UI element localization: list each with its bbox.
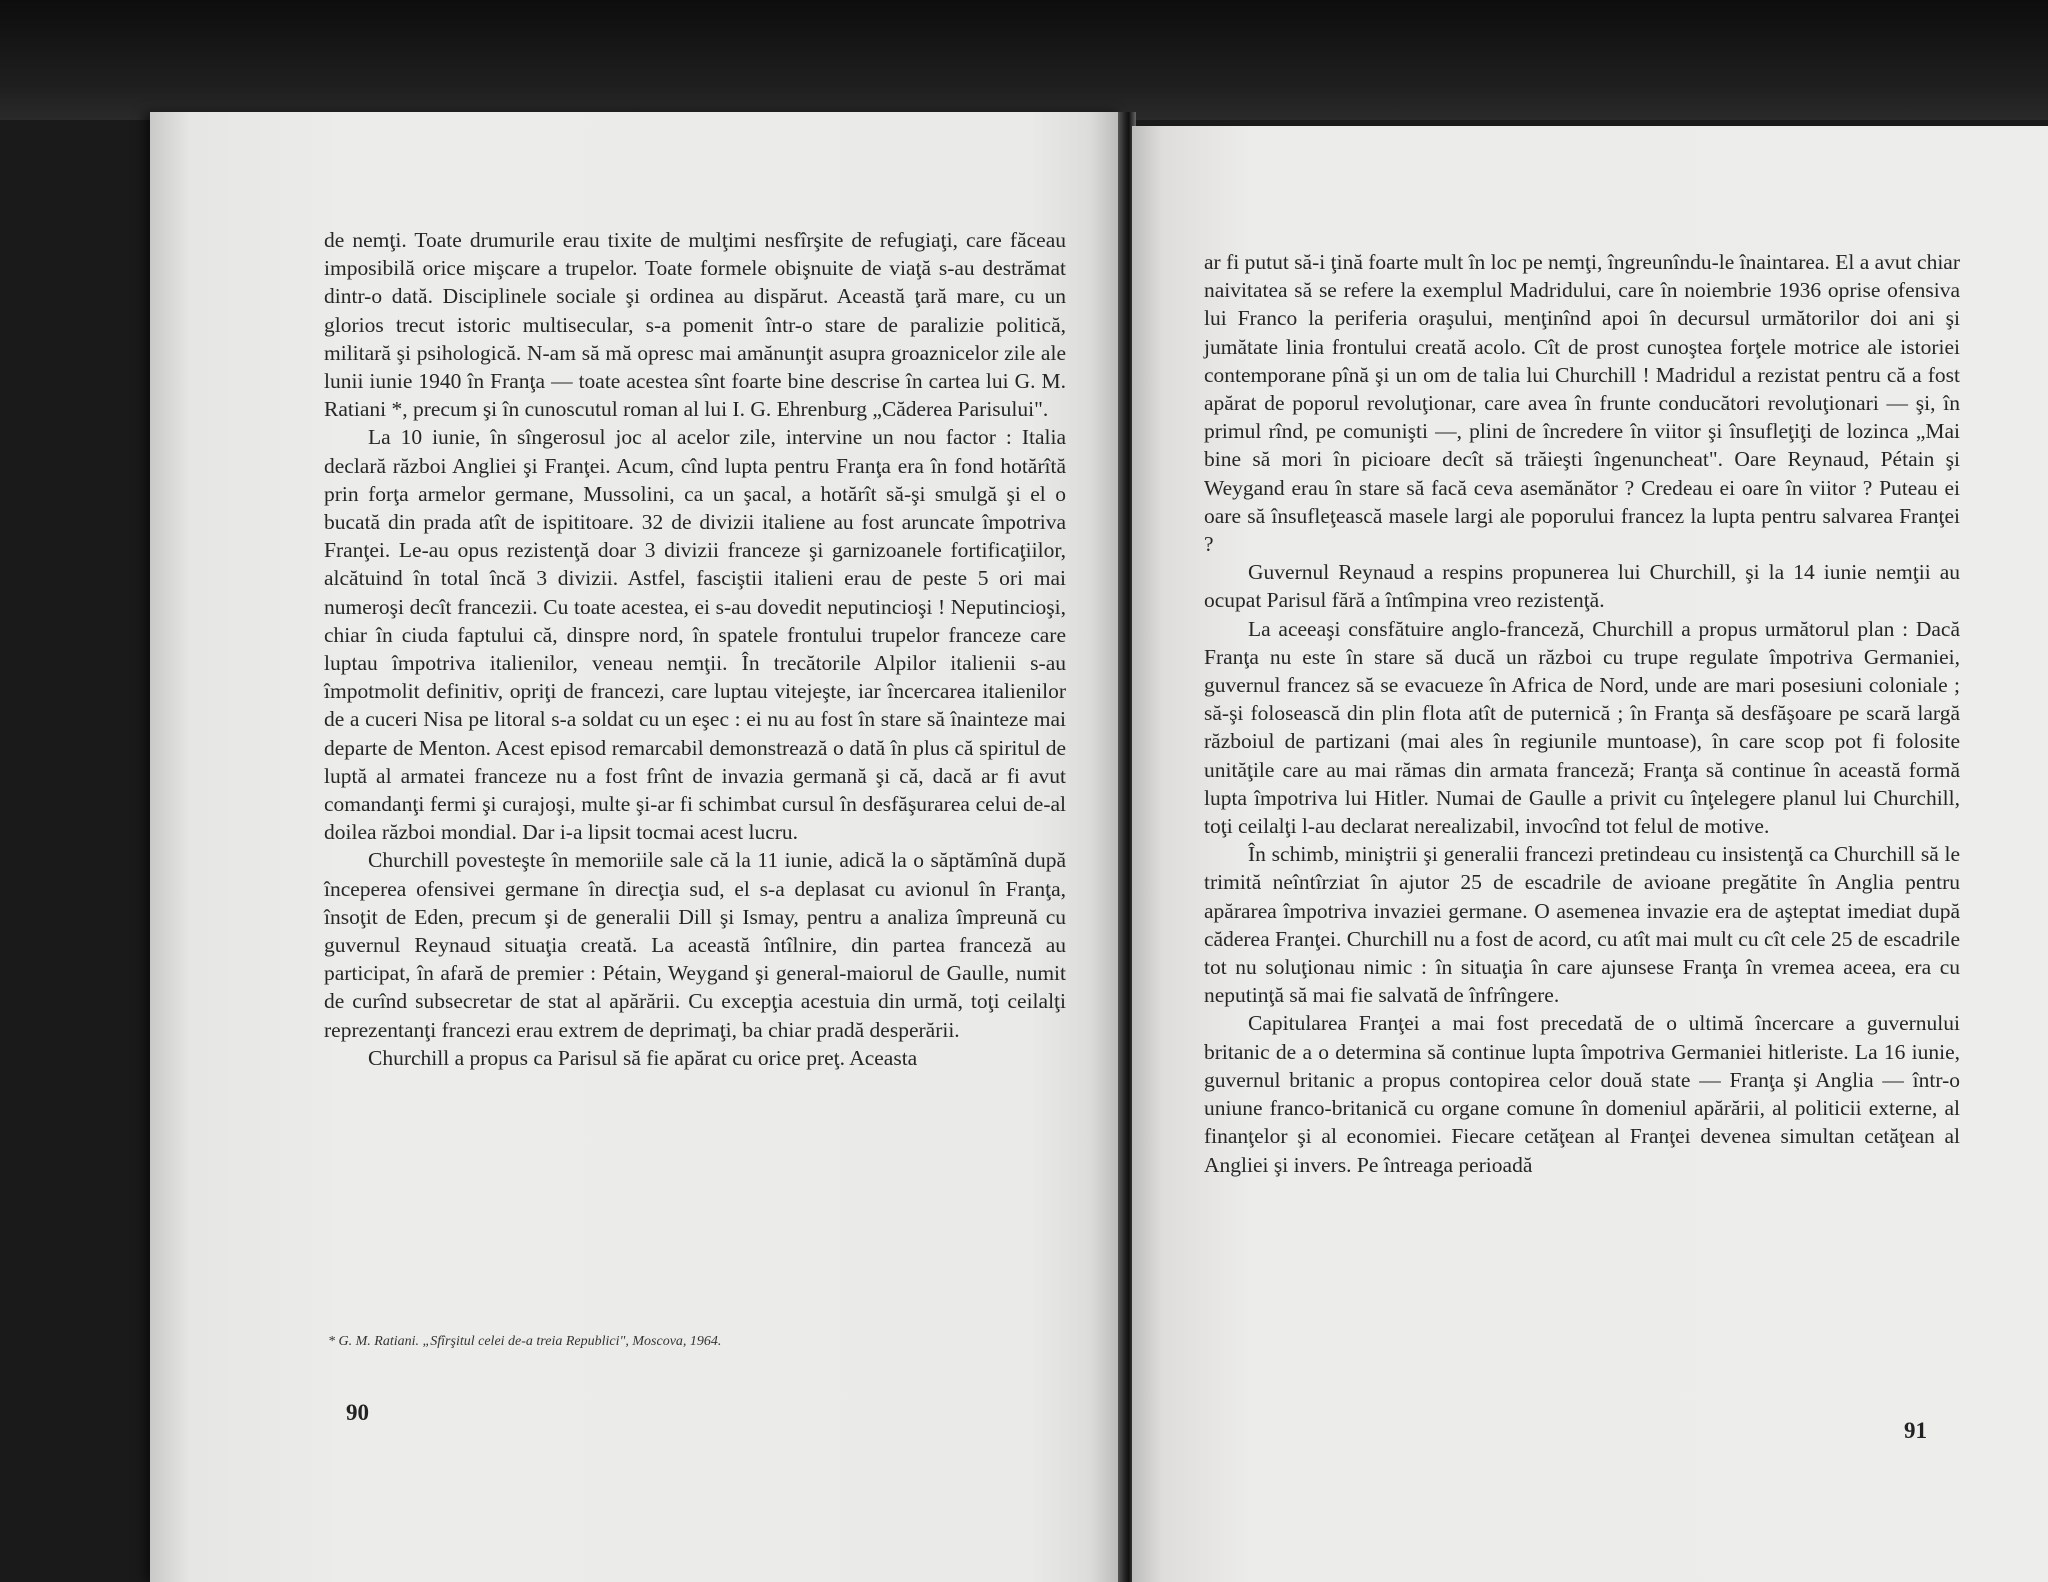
left-page-text — [324, 226, 1066, 1072]
paragraph: La 10 iunie, în sîngerosul joc al acelor zile, intervine un nou factor : Italia declară război Angliei şi Franţei. Acum, cînd lupta pentru Franţa era în fond hotărîtă prin forţa armelor germane, Mussolini, ca un şacal, a hotărît să-şi smulgă şi el o bucată din prada atît de ispititoare. 32 de divizii italiene au fost aruncate împotriva Franţei. Le-au opus rezistenţă doar 3 divizii franceze şi garnizoanele fortificaţiilor, alcătuind în total încă 3 divizii. Astfel, fasciştii italieni erau de peste 5 ori mai numeroşi decît francezii. Cu toate acestea, ei s-au dovedit neputincioşi ! Neputincioşi, chiar în ciuda faptului că, dinspre nord, în spatele frontului trupelor franceze care luptau împotriva italienilor, veneau nemţii. În trecătorile Alpilor italienii s-au împotmolit definitiv, opriţi de francezi, care luptau vitejeşte, iar încercarea italienilor de a cuceri Nisa pe litoral s-a soldat cu un eşec : ei nu au fost în stare să înainteze mai departe de Menton. Acest episod remarcabil demonstrează o dată în plus că spiritul de luptă al armatei franceze nu a fost frînt de invazia germană şi că, dacă ar fi avut comandanţi fermi şi curajoşi, multe şi-ar fi schimbat cursul în desfăşurarea celui de-al doilea război mondial. Dar i-a lipsit tocmai acest lucru. — [324, 425, 1066, 845]
page-number: 91 — [1904, 1418, 1927, 1443]
paragraph: ar fi putut să-i ţină foarte mult în loc pe nemţi, îngreunîndu-le înaintarea. El a avut chiar naivitatea să se refere la exemplul Madridului, care în noiembrie 1936 oprise ofensiva lui Franco la periferia oraşului, menţinînd apoi în decursul următorilor doi ani şi jumătate linia frontului creată acolo. Cît de prost cunoştea forţele motrice ale istoriei contemporane pînă şi un om de talia lui Churchill ! Madridul a rezistat pentru că a fost apărat de poporul revoluţionar, care avea în frunte conducători revoluţionari — şi, în primul rînd, pe comunişti —, plini de încredere în viitor şi însufleţiţi de lozinca „Mai bine să mori în picioare decît să trăieşti îngenuncheat". Oare Reynaud, Pétain şi Weygand erau în stare să facă ceva asemănător ? Credeau ei oare în viitor ? Puteau ei oare să însufleţească masele largi ale poporului francez la lupta pentru salvarea Franţei ? — [1204, 250, 1960, 557]
paragraph: Guvernul Reynaud a respins propunerea lui Churchill, şi la 14 iunie nemţii au ocupat Parisul fără a întîmpina vreo rezistenţă. — [1204, 560, 1960, 613]
paragraph: La aceeaşi consfătuire anglo-franceză, Churchill a propus următorul plan : Dacă Franţa nu este în stare să ducă un război cu trupe regulate împotriva Germaniei, guvernul francez să se evacueze în Africa de Nord, unde are mari posesiuni coloniale ; să-şi folosească din plin flota atît de puternică ; în Franţa să desfăşoare pe scară largă războiul de partizani (mai ales în regiunile muntoase), în care scop pot fi folosite unităţile care au mai rămas din armata franceză; Franţa să continue în această formă lupta împotriva lui Hitler. Numai de Gaulle a privit cu înţelegere planul lui Churchill, toţi ceilalţi l-au declarat nerealizabil, invocînd tot felul de motive. — [1204, 616, 1960, 839]
right-page — [1132, 126, 2048, 1582]
footnote: * G. M. Ratiani. „Sfîrşitul celei de-a treia Republici", Moscova, 1964. — [328, 1334, 722, 1349]
paragraph: de nemţi. Toate drumurile erau tixite de mulţimi nesfîrşite de refugiaţi, care făceau imposibilă orice mişcare a trupelor. Toate formele obişnuite de viaţă s-au destrămat dintr-o dată. Disciplinele sociale şi ordinea au dispărut. Această ţară mare, cu un glorios trecut istoric multisecular, s-a pomenit într-o stare de paralizie politică, militară şi psihologică. N-am să mă opresc mai amănunţit asupra groaznicelor zile ale lunii iunie 1940 în Franţa — toate acestea sînt foarte bine descrise în cartea lui G. M. Ratiani *, precum şi în cunoscutul roman al lui I. G. Ehrenburg „Căderea Parisului". — [324, 228, 1066, 422]
paragraph: În schimb, miniştrii şi generalii francezi pretindeau cu insistenţă ca Churchill să le trimită neîntîrziat în ajutor 25 de escadrile de avioane pregătite în Anglia pentru apărarea împotriva invaziei germane. O asemenea invazie era de aşteptat imediat după căderea Franţei. Churchill nu a fost de acord, cu atît mai mult cu cît cele 25 de escadrile tot nu soluţionau nimic : în situaţia în care ajunsese Franţa în vremea aceea, era cu neputinţă să mai fie salvată de înfrîngere. — [1204, 842, 1960, 1008]
paragraph: Capitularea Franţei a mai fost precedată de o ultimă încercare a guvernului britanic de a o determina să continue lupta împotriva Germaniei hitleriste. La 16 iunie, guvernul britanic a propus contopirea celor două state — Franţa şi Anglia — într-o uniune franco-britanică cu organe comune în domeniul apărării, al politicii externe, al finanţelor şi al economiei. Fiecare cetăţean al Franţei devenea simultan cetăţean al Angliei şi invers. Pe întreaga perioadă — [1204, 1011, 1960, 1177]
paragraph: Churchill povesteşte în memoriile sale că la 11 iunie, adică la o săptămînă după începerea ofensivei germane în direcţia sud, el s-a deplasat cu avionul în Franţa, însoţit de Eden, precum şi de generalii Dill şi Ismay, pentru a analiza împreună cu guvernul Reynaud situaţia creată. La această întîlnire, din partea franceză au participat, în afară de premier : Pétain, Weygand şi general-maiorul de Gaulle, numit de curînd subsecretar de stat al apărării. Cu excepţia acestuia din urmă, toţi ceilalţi reprezentanţi francezi erau extrem de deprimaţi, ba chiar pradă desperării. — [324, 848, 1066, 1042]
right-page-text — [1204, 248, 1960, 1179]
left-page — [150, 112, 1122, 1582]
paragraph: Churchill a propus ca Parisul să fie apărat cu orice preţ. Aceasta — [368, 1045, 918, 1070]
page-number: 90 — [346, 1400, 369, 1425]
background-shadow — [0, 0, 2048, 120]
